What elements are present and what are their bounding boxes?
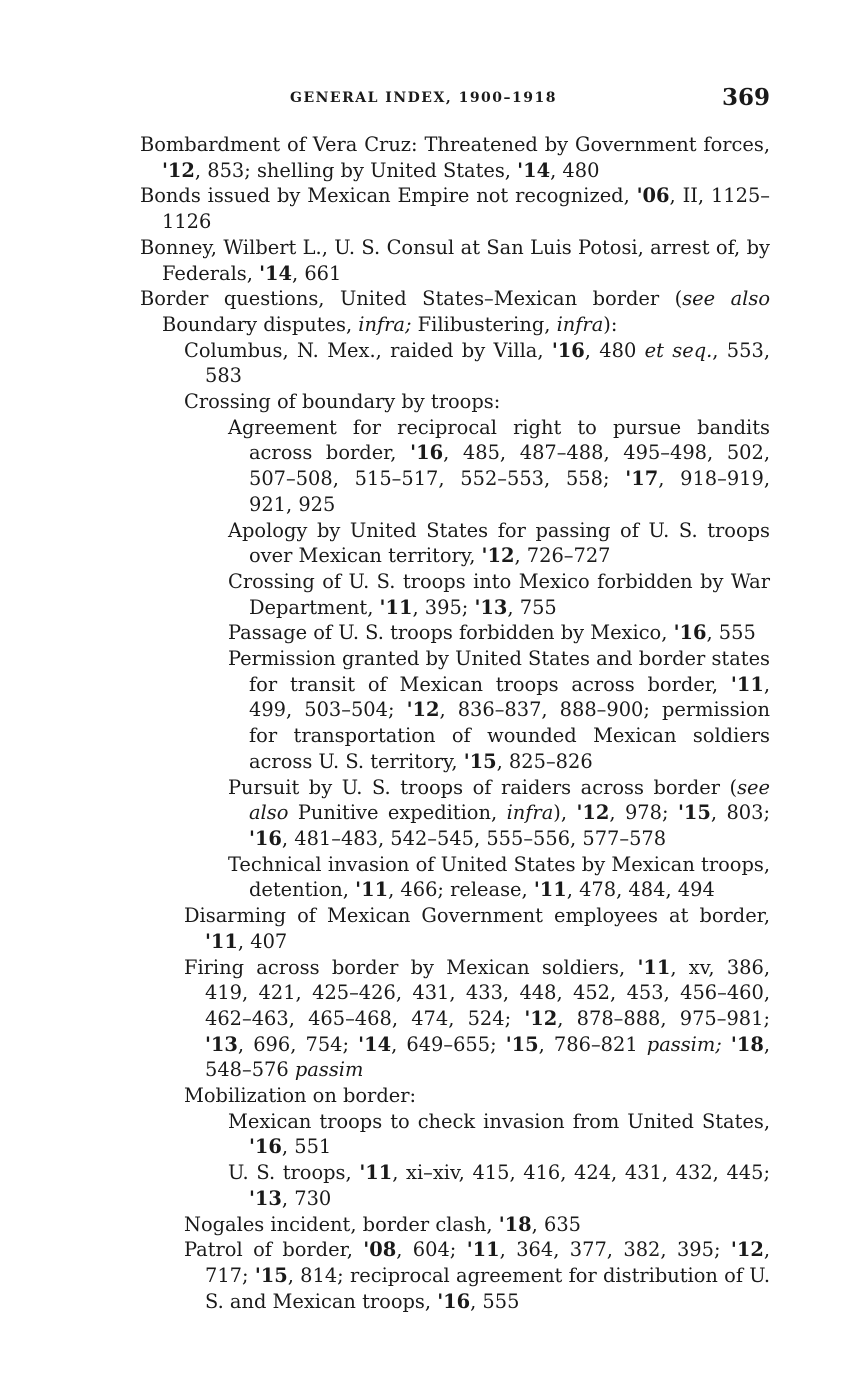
entry-text: Passage of U. S. troops forbidden by Mexico, [228, 621, 674, 645]
index-entry [140, 183, 770, 234]
entry-text: , 717; [205, 1238, 770, 1287]
entry-text: Nogales incident, border clash, [184, 1212, 499, 1236]
index-entry [228, 1109, 770, 1160]
index-entry [228, 620, 770, 646]
index-entry [184, 338, 770, 389]
entry-text: Bonney, Wilbert L., U. S. Consul at San Luis Potosi, arrest of, by Federals, [140, 235, 770, 285]
year-ref: '11 [637, 955, 671, 979]
entry-text: , 649–655; [391, 1032, 506, 1056]
year-ref: '11 [359, 1161, 393, 1185]
entry-text: , xv, 386, 419, 421, 425–426, 431, 433, 448, 452, 453, 456–460, 462–463, 465–468, 474, 524; [205, 955, 770, 1030]
entry-text: , 548–576 [205, 1032, 770, 1082]
entry-text: , xi–xiv, 415, 416, 424, 431, 432, 445; [392, 1161, 770, 1185]
entry-text: Mobilization on border: [184, 1084, 417, 1108]
year-ref: '16 [551, 338, 585, 362]
entry-text: Permission granted by United States and border states for transit of Mexican troops across border, [228, 647, 770, 696]
year-ref: '18 [730, 1032, 764, 1056]
index-entry [184, 903, 770, 954]
entry-text: , 466; release, [388, 878, 534, 902]
entry-text: , 786–821 [538, 1032, 647, 1056]
entry-text: , 726–727 [514, 544, 611, 568]
year-ref: '11 [466, 1238, 500, 1262]
entry-text: , 551 [281, 1135, 332, 1159]
entry-text: , 395; [412, 595, 475, 619]
year-ref: '12 [576, 801, 610, 825]
year-ref: '14 [259, 261, 292, 285]
index-entry [228, 518, 770, 569]
index-entry [228, 646, 770, 775]
year-ref: '13 [249, 1186, 282, 1210]
entry-text: Filibustering, [411, 312, 557, 336]
year-ref: '14 [517, 158, 551, 182]
year-ref: '15 [505, 1032, 539, 1056]
entry-text: , 814; reciprocal agreement for distribution of U. S. and Mexican troops, [205, 1263, 770, 1313]
year-ref: '12 [730, 1238, 764, 1262]
index-entry [228, 852, 770, 903]
index-entry [228, 415, 770, 518]
italic-term: et seq. [644, 338, 713, 362]
entry-text: Punitive expedition, [288, 801, 507, 825]
page-header [140, 86, 770, 116]
entry-text: Patrol of border, [184, 1238, 364, 1262]
year-ref: '12 [406, 698, 440, 722]
year-ref: '16 [410, 441, 444, 465]
entry-text: U. S. troops, [228, 1161, 360, 1185]
year-ref: '16 [437, 1289, 471, 1313]
year-ref: '16 [249, 826, 282, 850]
entry-text: , 696, 754; [237, 1032, 359, 1056]
entry-text: Boundary disputes, [162, 312, 359, 336]
year-ref: '06 [636, 184, 670, 208]
entry-text: , 661 [292, 261, 342, 285]
entry-text: , 555 [470, 1289, 520, 1313]
entry-text: , 485, 487–488, 495–498, 502, 507–508, 515–517, 552–553, 558; [249, 441, 770, 491]
entry-text: , 478, 484, 494 [566, 878, 715, 902]
index-entry [140, 235, 770, 286]
entry-text: , 978; [609, 801, 678, 825]
year-ref: '12 [481, 544, 515, 568]
entry-text: , II, 1125–1126 [162, 184, 770, 234]
italic-term: infra [556, 312, 604, 336]
entry-text: , 553, 583 [205, 338, 770, 388]
entry-text: , 755 [507, 595, 557, 619]
index-entry [184, 1083, 770, 1109]
index-entry [184, 389, 770, 415]
entry-text: , 635 [531, 1212, 581, 1236]
index-entry [140, 286, 770, 337]
year-ref: '11 [730, 672, 764, 696]
year-ref: '11 [533, 878, 567, 902]
entry-text: , 918–919, 921, 925 [249, 467, 770, 516]
year-ref: '11 [205, 929, 238, 953]
entry-text: , 604; [396, 1238, 467, 1262]
entry-text: Disarming of Mexican Government employees at border, [184, 904, 770, 928]
year-ref: '12 [162, 158, 195, 182]
italic-term: passim [294, 1058, 364, 1082]
entry-text: Technical invasion of United States by Mexican troops, detention, [228, 852, 770, 902]
entry-text: , 825–826 [496, 749, 593, 773]
entry-text: Agreement for reciprocal right to pursue bandits across border, [228, 415, 770, 465]
entry-text: Mexican troops to check invasion from United States, [228, 1109, 770, 1133]
entry-text: Columbus, N. Mex., raided by Villa, [184, 338, 552, 362]
italic-term: infra; [358, 312, 412, 336]
entry-text: Bonds issued by Mexican Empire not recognized, [140, 184, 637, 208]
entry-text: , 803; [710, 801, 770, 825]
year-ref: '15 [463, 749, 497, 773]
entry-text: , 481–483, 542–545, 555–556, 577–578 [281, 826, 667, 850]
italic-term: infra [506, 801, 554, 825]
entry-text: Bombardment of Vera Cruz: Threatened by Government forces, [140, 133, 770, 156]
entry-text: Pursuit by U. S. troops of raiders across border ( [228, 775, 738, 799]
index-entry [184, 1237, 770, 1314]
year-ref: '12 [524, 1006, 558, 1030]
index-entry [228, 1160, 770, 1211]
entry-text: Firing across border by Mexican soldiers, [184, 955, 638, 979]
entry-text: ): [603, 312, 618, 336]
page-number: 369 [721, 84, 770, 111]
index-entry [228, 775, 770, 852]
index-entry [184, 955, 770, 1084]
index-entry [140, 132, 770, 183]
year-ref: '11 [355, 878, 389, 902]
year-ref: '17 [625, 467, 659, 491]
year-ref: '08 [363, 1238, 397, 1262]
year-ref: '13 [474, 595, 508, 619]
entry-text: Crossing of U. S. troops into Mexico forbidden by War Department, [228, 569, 770, 619]
entry-text: Border questions, United States–Mexican border ( [140, 287, 683, 311]
year-ref: '15 [254, 1263, 288, 1287]
entry-text: Crossing of boundary by troops: [184, 390, 501, 414]
entry-text: , 853; shelling by United States, [194, 158, 518, 182]
year-ref: '11 [379, 595, 413, 619]
entry-text: , 836–837, 888–900; permission for transportation of wounded Mexican soldiers across U. S. territory, [249, 698, 770, 773]
entry-text: , 480 [550, 158, 600, 182]
italic-term: passim; [646, 1032, 722, 1056]
entry-text: , 407 [237, 929, 288, 953]
running-head: GENERAL INDEX, 1900–1918 [290, 90, 558, 106]
entry-text: , 730 [281, 1186, 332, 1210]
year-ref: '16 [249, 1135, 282, 1159]
year-ref: '16 [673, 621, 707, 645]
year-ref: '13 [205, 1032, 238, 1056]
entry-text: , 480 [584, 338, 645, 362]
index-entry [228, 569, 770, 620]
entry-text: , 555 [706, 621, 756, 645]
year-ref: '15 [677, 801, 711, 825]
italic-term: see also [682, 287, 770, 311]
index-entry [184, 1212, 770, 1238]
entry-text: , 878–888, 975–981; [557, 1006, 770, 1030]
entry-text: , 364, 377, 382, 395; [499, 1238, 731, 1262]
year-ref: '14 [358, 1032, 392, 1056]
index-entries [140, 132, 770, 1314]
entry-text: Apology by United States for passing of U. S. troops over Mexican territory, [228, 518, 770, 568]
entry-text [722, 1033, 731, 1056]
entry-text: , 499, 503–504; [249, 672, 770, 722]
italic-term: see also [249, 775, 770, 825]
year-ref: '18 [498, 1212, 532, 1236]
entry-text: ), [553, 801, 577, 825]
